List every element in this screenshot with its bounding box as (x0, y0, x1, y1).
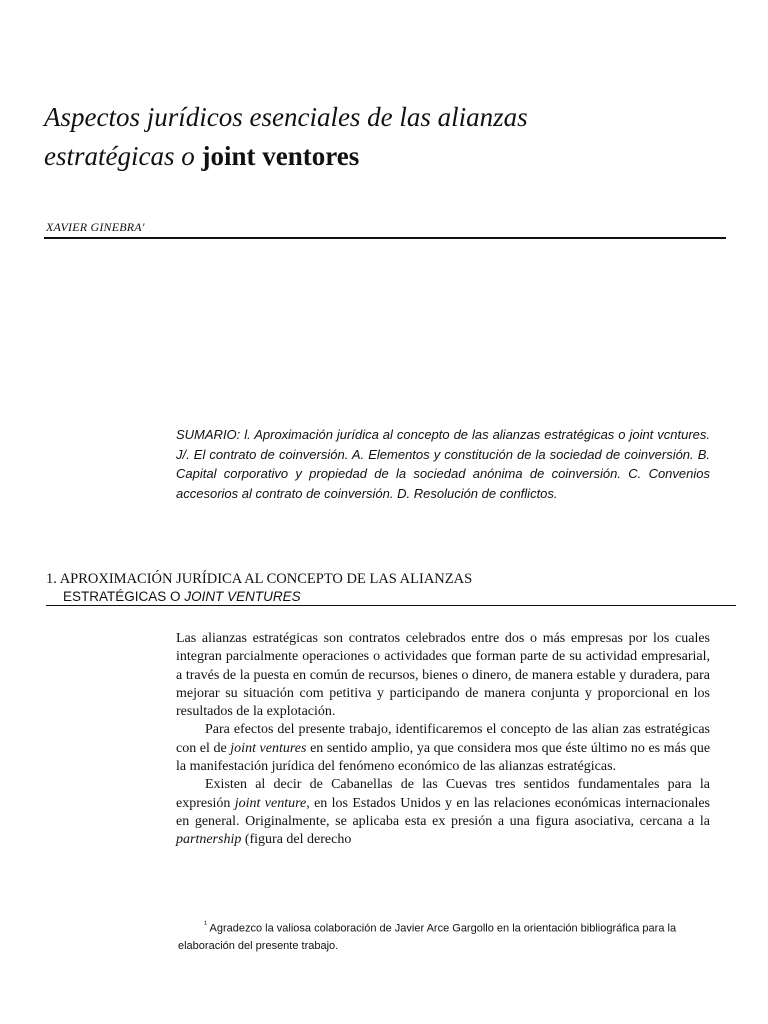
paragraph-3-italic-2: partnership (176, 832, 242, 848)
summary-abstract: SUMARIO: l. Aproximación jurídica al concepto de las alianzas estratégicas o joint vcntures. J/. El contrato de coinversión. A. Elementos y constitución de la sociedad de coinversión. B. Capital corporativo y propiedad de la sociedad anónima de coinversión. C. Convenios accesorios al contrato de coinversión. D. Resolución de conflictos. (176, 427, 710, 501)
paragraph-3-text-a: Existen al decir de Cabanellas de las Cuevas tres sentidos fundamentales para la expresión (176, 777, 710, 811)
section-heading-prefix: ESTRATÉGICAS (63, 589, 167, 604)
body-text (176, 630, 710, 850)
paragraph-3-text-c: (figura del derecho (244, 832, 352, 848)
footnote (178, 916, 718, 955)
paragraph-1: Las alianzas estratégicas son contratos celebrados entre dos o más empresas por los cuales integran parcialmente operaciones o actividades que forman parte de su actividad empresarial, a través de la puesta en común de recursos, bienes o dinero, de manera estable y duradera, para mejorar su situación com petitiva y participando de manera conjunta y proporcional en los resultados de la explotación. (176, 631, 710, 720)
paragraph-2-italic: joint ventures (230, 740, 307, 756)
title-line-1: Aspectos jurídicos esenciales de las alianzas (44, 102, 528, 132)
title-line-2-bold: joint ventores (201, 141, 360, 171)
section-divider (46, 605, 736, 606)
section-heading-line-1: 1. APROXIMACIÓN JURÍDICA AL CONCEPTO DE LAS ALIANZAS (46, 571, 473, 587)
paragraph-2-text-a: Para efectos del presente trabajo, identificaremos el concepto de las alian zas estratégicas con el de (176, 722, 710, 756)
section-heading-conjunction: O (170, 589, 181, 604)
paragraph-3-italic-1: joint venture, (234, 795, 310, 811)
article-title (44, 98, 724, 176)
author-divider (44, 237, 726, 239)
paragraph-2 (176, 721, 710, 776)
author-name: XAVIER GINEBRA' (46, 220, 145, 234)
footnote-marker: ¹ (204, 919, 208, 929)
paragraph-3 (176, 776, 710, 849)
section-heading (46, 570, 736, 606)
section-heading-line-2 (46, 588, 736, 606)
paragraph-2-text-b: en sentido amplio, ya que considera mos que éste último no es más que la manifestación jurídica del fenómeno económico de las alianzas estratégicas. (176, 740, 711, 775)
paragraph-3-text-b: en los Estados Unidos y en las relaciones económicas internacionales en general. Originalmente, se aplicaba esta ex presión a una figura asociativa, cercana a la (176, 795, 711, 829)
footnote-body (178, 916, 718, 955)
section-heading-italic: JOINT VENTURES (184, 589, 301, 604)
title-line-2-italic: estratégicas o (44, 141, 195, 171)
footnote-text: Agradezco la valiosa colaboración de Javier Arce Gargollo en la orientación bibliográfica para la elaboración del presente trabajo. (178, 922, 677, 952)
